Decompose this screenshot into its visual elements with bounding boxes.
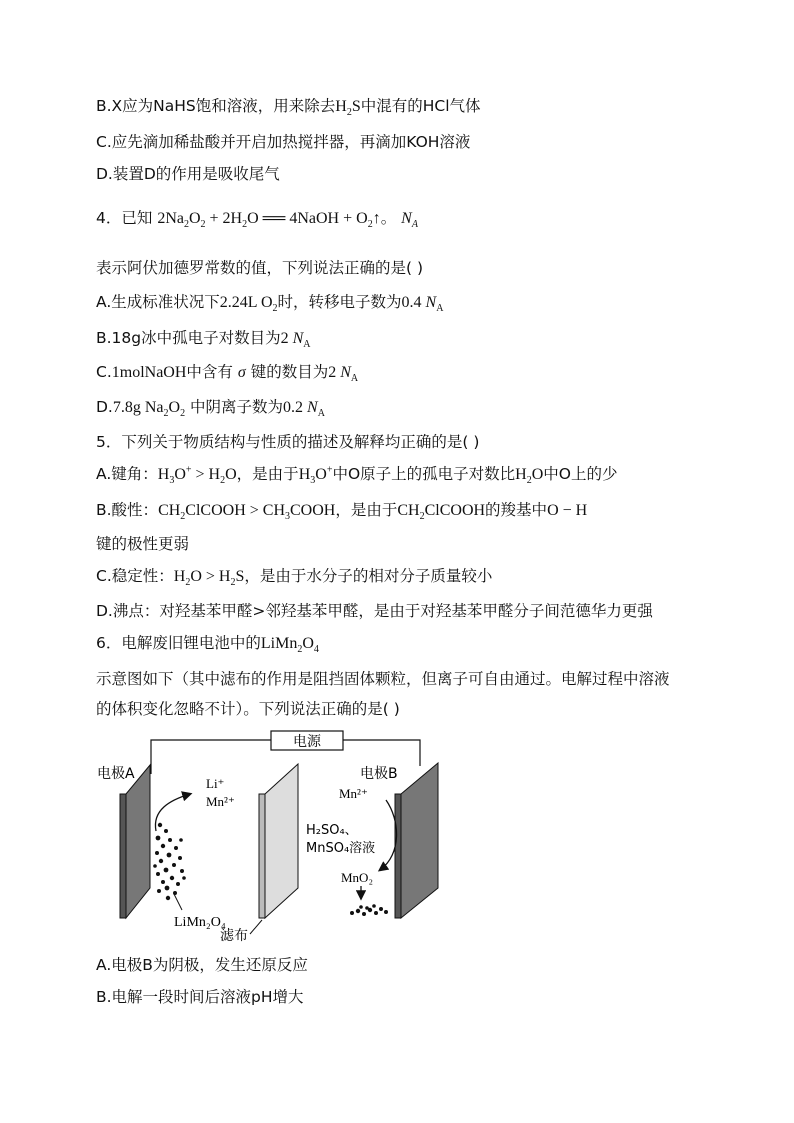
q3-option-c: C.应先滴加稀盐酸并开启加热搅拌器，再滴加KOH溶液 xyxy=(96,133,471,151)
volume-o2: 2.24L $O_2$ xyxy=(219,294,278,315)
h2o-formula: $H_2O$ xyxy=(515,466,544,487)
electrode-b-label: 电极B xyxy=(360,766,398,782)
bond-angle-compare: $H_3O^+ > H_2O$ xyxy=(157,464,237,487)
q3-option-b xyxy=(96,96,481,117)
q4-option-b xyxy=(96,328,311,349)
q5-option-c-text: C.稳定性： xyxy=(96,567,174,585)
q4-option-a xyxy=(96,292,443,313)
q4-stem-line2: 表示阿伏加德罗常数的值，下列说法正确的是( ) xyxy=(96,259,424,277)
acidity-compare: $CH_2ClCOOH$ > $CH_3COOH$ xyxy=(158,502,336,523)
q4-option-d-mid: 中阴离子数为 xyxy=(190,398,284,416)
q4-stem-line1 xyxy=(96,208,418,229)
mn-ion-b-label: Mn²⁺ xyxy=(339,786,368,801)
q5-option-a-text: A.键角： xyxy=(96,465,158,483)
q4-option-d-label: D. xyxy=(96,398,113,416)
filter-cloth-edge xyxy=(259,794,265,918)
q4-option-a-mid: 时，转移电子数为 xyxy=(277,293,402,311)
solution-line1: H₂SO₄、 xyxy=(306,823,358,838)
mn-to-electrode-arrow xyxy=(380,800,397,870)
q4-option-b-text: B.18g冰中孤电子对数目为 xyxy=(96,329,281,347)
electrode-b-plate xyxy=(401,763,438,918)
ch2clcooh-formula: $CH_2ClCOOH$ xyxy=(397,502,486,523)
filter-cloth-plate xyxy=(265,764,298,918)
mno2-particles xyxy=(350,904,388,916)
electrolysis-diagram xyxy=(90,728,450,950)
q4-option-d xyxy=(96,397,325,418)
q5-option-b-mid: ，是由于 xyxy=(335,501,398,519)
h2s-formula: $H_2S$ xyxy=(335,98,361,119)
value-2na: 2 $N_A$ xyxy=(280,330,311,351)
limn2o4-formula: $LiMn_2O_4$ xyxy=(260,635,319,656)
value-0-4na: 0.4 $N_A$ xyxy=(401,294,444,315)
q6-stem-line1 xyxy=(96,633,319,654)
limn2o4-particles xyxy=(153,823,186,900)
mn-ion-a-label: Mn²⁺ xyxy=(206,794,235,809)
q5-stem: 5．下列关于物质结构与性质的描述及解释均正确的是( ) xyxy=(96,433,480,451)
value-0-2na: 0.2 $N_A$ xyxy=(283,399,325,420)
q5-option-a-tail: 中O上的少 xyxy=(543,465,618,483)
q5-option-b-mid2: 的羧基中 xyxy=(485,501,548,519)
q5-option-b xyxy=(96,500,587,521)
q5-option-a-mid2: 中O原子上的孤电子对数比 xyxy=(332,465,516,483)
filter-label: 滤布 xyxy=(220,928,248,944)
electrode-a-edge xyxy=(120,794,126,918)
q4-option-c xyxy=(96,362,358,383)
h3o-formula: $H_3O^+$ xyxy=(298,464,333,487)
mol-naoh: 1molNaOH xyxy=(111,364,187,381)
power-supply-label: 电源 xyxy=(293,734,321,750)
solid-leader xyxy=(174,894,182,910)
q6-stem-text: 6．电解废旧锂电池中的 xyxy=(96,634,261,652)
q5-option-a xyxy=(96,464,617,485)
q4-option-c-mid: 中含有 xyxy=(186,363,233,381)
q4-option-c-label: C. xyxy=(96,363,112,381)
sigma-symbol: σ xyxy=(237,364,246,381)
q3-option-b-text: B.X应为NaHS饱和溶液，用来除去 xyxy=(96,97,336,115)
q3-option-d: D.装置D的作用是吸收尾气 xyxy=(96,165,280,183)
q6-stem-line2: 示意图如下（其中滤布的作用是阻挡固体颗粒，但离子可自由通过。电解过程中溶液 xyxy=(96,670,670,688)
value-2na-c: 2 $N_A$ xyxy=(328,364,359,385)
q6-option-b: B.电解一段时间后溶液pH增大 xyxy=(96,988,304,1006)
q5-option-a-mid: ，是由于 xyxy=(236,465,299,483)
q6-option-a: A.电极B为阴极，发生还原反应 xyxy=(96,956,308,974)
q5-option-b-text: B.酸性： xyxy=(96,501,159,519)
filter-leader xyxy=(250,920,262,934)
solution-line2: MnSO₄溶液 xyxy=(306,841,376,856)
q5-option-d: D.沸点：对羟基苯甲醛>邻羟基苯甲醛，是由于对羟基苯甲醛分子间范德华力更强 xyxy=(96,602,653,620)
solid-label: LiMn₂O₄ xyxy=(174,915,226,930)
q5-option-c-tail: ，是由于水分子的相对分子质量较小 xyxy=(244,567,493,585)
electrode-a-plate xyxy=(126,765,150,918)
q5-option-b-cont: 键的极性更弱 xyxy=(96,535,190,553)
mass-na2o2: 7.8g $Na_2O_2$ xyxy=(112,399,186,420)
na-symbol: $N_A$ xyxy=(401,210,418,231)
oh-bond: O − H xyxy=(547,502,588,519)
electrode-a-label: 电极A xyxy=(97,766,135,782)
q4-option-c-mid2: 键的数目为 xyxy=(250,363,329,381)
q4-period: 。 xyxy=(380,209,397,227)
q4-option-a-text: A.生成标准状况下 xyxy=(96,293,220,311)
q5-option-c xyxy=(96,566,492,587)
stability-compare: $H_2O > H_2S$ xyxy=(173,568,245,589)
product-label: MnO₂ xyxy=(341,870,373,885)
q6-stem-line3: 的体积变化忽略不计）。下列说法正确的是( ) xyxy=(96,700,400,718)
q4-number: 4．已知 xyxy=(96,209,153,227)
q4-equation: $2Na_2O_2 + 2H_2O$ ══ 4NaOH + $O_2↑$ xyxy=(157,210,381,231)
q3-option-b-tail: 中混有的HCl气体 xyxy=(360,97,481,115)
electrode-b-edge xyxy=(395,794,401,918)
li-ion-label: Li⁺ xyxy=(206,776,225,791)
